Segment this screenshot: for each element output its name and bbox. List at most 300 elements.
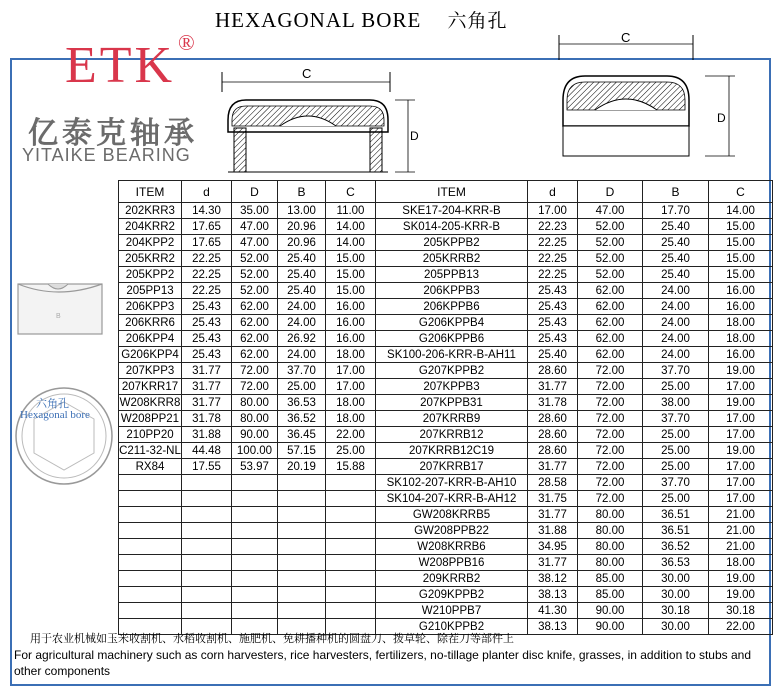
value-cell: 16.00: [326, 299, 376, 315]
value-cell: 18.00: [709, 555, 773, 571]
value-cell: 37.70: [643, 475, 709, 491]
item-cell: 204KRR2: [119, 219, 182, 235]
value-cell: 18.00: [709, 315, 773, 331]
value-cell: 31.78: [528, 395, 578, 411]
value-cell: 47.00: [232, 219, 278, 235]
value-cell: 31.77: [528, 459, 578, 475]
value-cell: [278, 571, 326, 587]
hole-label-en: Hexagonal bore: [20, 409, 90, 421]
value-cell: [232, 507, 278, 523]
value-cell: [278, 475, 326, 491]
value-cell: 52.00: [578, 235, 643, 251]
item-cell: GW208KRRB5: [376, 507, 528, 523]
logo-name-en: YITAIKE BEARING: [22, 145, 191, 165]
value-cell: 31.77: [528, 507, 578, 523]
item-cell: 205KPP2: [119, 267, 182, 283]
dim-d-label-2: D: [717, 111, 726, 125]
value-cell: 24.00: [278, 347, 326, 363]
value-cell: 19.00: [709, 443, 773, 459]
value-cell: [182, 507, 232, 523]
value-cell: 16.00: [709, 283, 773, 299]
value-cell: 25.43: [528, 315, 578, 331]
logo-name-cn: 亿泰克轴承: [28, 116, 198, 151]
value-cell: 15.00: [326, 283, 376, 299]
item-cell: 209KRRB2: [376, 571, 528, 587]
dim-d-label: D: [410, 129, 419, 143]
value-cell: 31.77: [182, 395, 232, 411]
value-cell: 19.00: [709, 363, 773, 379]
value-cell: 17.00: [326, 379, 376, 395]
item-cell: 204KPP2: [119, 235, 182, 251]
value-cell: 14.00: [326, 235, 376, 251]
value-cell: 17.00: [709, 475, 773, 491]
value-cell: 62.00: [232, 347, 278, 363]
value-cell: 14.00: [709, 203, 773, 219]
value-cell: 52.00: [232, 251, 278, 267]
value-cell: 16.00: [326, 315, 376, 331]
value-cell: 31.77: [528, 379, 578, 395]
value-cell: 17.00: [709, 491, 773, 507]
value-cell: 72.00: [578, 443, 643, 459]
item-cell: 206KPP4: [119, 331, 182, 347]
value-cell: 62.00: [232, 331, 278, 347]
bearing-section-drawing-right: [555, 30, 755, 180]
value-cell: [232, 587, 278, 603]
col-header: ITEM: [376, 181, 528, 203]
item-cell: SK100-206-KRR-B-AH11: [376, 347, 528, 363]
table-row: [119, 203, 773, 219]
value-cell: [278, 523, 326, 539]
col-header: D: [578, 181, 643, 203]
value-cell: 25.40: [643, 251, 709, 267]
value-cell: 62.00: [578, 331, 643, 347]
value-cell: 72.00: [578, 427, 643, 443]
value-cell: 72.00: [578, 411, 643, 427]
value-cell: 36.53: [278, 395, 326, 411]
value-cell: 36.51: [643, 507, 709, 523]
value-cell: [278, 539, 326, 555]
table-row: [119, 459, 773, 475]
table-row: [119, 411, 773, 427]
application-note: [14, 631, 766, 679]
value-cell: [278, 587, 326, 603]
value-cell: 18.00: [326, 395, 376, 411]
value-cell: 15.00: [709, 251, 773, 267]
value-cell: 47.00: [232, 235, 278, 251]
table-row: [119, 539, 773, 555]
value-cell: 25.00: [643, 459, 709, 475]
value-cell: 62.00: [578, 283, 643, 299]
table-row: [119, 443, 773, 459]
value-cell: 25.00: [643, 491, 709, 507]
table-row: [119, 235, 773, 251]
item-cell: 210PP20: [119, 427, 182, 443]
col-header: d: [182, 181, 232, 203]
value-cell: 25.40: [528, 347, 578, 363]
item-cell: 206KPP3: [119, 299, 182, 315]
value-cell: [182, 587, 232, 603]
value-cell: 17.70: [643, 203, 709, 219]
dim-c-label: C: [302, 66, 312, 81]
value-cell: 72.00: [232, 363, 278, 379]
item-cell: 206KPPB6: [376, 299, 528, 315]
value-cell: 52.00: [578, 267, 643, 283]
item-cell: SK014-205-KRR-B: [376, 219, 528, 235]
item-cell: 205PPB13: [376, 267, 528, 283]
value-cell: 31.77: [182, 379, 232, 395]
table-row: [119, 379, 773, 395]
value-cell: [232, 475, 278, 491]
value-cell: 24.00: [278, 299, 326, 315]
value-cell: 15.00: [326, 267, 376, 283]
value-cell: 37.70: [643, 411, 709, 427]
value-cell: 28.60: [528, 443, 578, 459]
value-cell: 72.00: [578, 379, 643, 395]
item-cell: 206KPPB3: [376, 283, 528, 299]
value-cell: 80.00: [578, 539, 643, 555]
value-cell: 28.60: [528, 363, 578, 379]
value-cell: 25.43: [182, 315, 232, 331]
value-cell: 24.00: [278, 315, 326, 331]
value-cell: 25.40: [278, 283, 326, 299]
table-row: [119, 507, 773, 523]
value-cell: 41.30: [528, 603, 578, 619]
value-cell: 25.40: [643, 235, 709, 251]
value-cell: [326, 587, 376, 603]
dim-b-label: B: [56, 313, 61, 320]
value-cell: [182, 523, 232, 539]
value-cell: [326, 571, 376, 587]
value-cell: 25.00: [643, 427, 709, 443]
value-cell: 22.25: [528, 267, 578, 283]
item-cell: SK102-207-KRR-B-AH10: [376, 475, 528, 491]
value-cell: 17.00: [528, 203, 578, 219]
value-cell: 22.25: [528, 235, 578, 251]
value-cell: 24.00: [643, 283, 709, 299]
value-cell: 28.60: [528, 411, 578, 427]
value-cell: 36.53: [643, 555, 709, 571]
item-cell: [119, 539, 182, 555]
value-cell: 100.00: [232, 443, 278, 459]
item-cell: G206KPP4: [119, 347, 182, 363]
value-cell: 31.77: [528, 555, 578, 571]
value-cell: 38.12: [528, 571, 578, 587]
col-header: d: [528, 181, 578, 203]
note-en: For agricultural machinery such as corn harvesters, rice harvesters, fertilizers, no-tillage planter disc knife, grasses, in addition to stubs and other components: [14, 648, 751, 678]
item-cell: 207KPPB31: [376, 395, 528, 411]
value-cell: 37.70: [643, 363, 709, 379]
value-cell: 31.77: [182, 363, 232, 379]
value-cell: 21.00: [709, 539, 773, 555]
item-cell: 206KRR6: [119, 315, 182, 331]
item-cell: [119, 507, 182, 523]
item-cell: SKE17-204-KRR-B: [376, 203, 528, 219]
item-cell: W208PP21: [119, 411, 182, 427]
table-row: [119, 571, 773, 587]
page-title: [215, 6, 508, 33]
value-cell: 47.00: [578, 203, 643, 219]
value-cell: 22.00: [709, 619, 773, 635]
value-cell: 17.65: [182, 235, 232, 251]
table-row: [119, 331, 773, 347]
col-header: C: [709, 181, 773, 203]
value-cell: 20.96: [278, 235, 326, 251]
value-cell: 30.00: [643, 619, 709, 635]
item-cell: C211-32-NL: [119, 444, 181, 457]
value-cell: 57.15: [278, 443, 326, 459]
value-cell: 38.13: [528, 619, 578, 635]
value-cell: 11.00: [326, 203, 376, 219]
item-cell: SK104-207-KRR-B-AH12: [376, 491, 528, 507]
value-cell: 19.00: [709, 395, 773, 411]
value-cell: 80.00: [578, 507, 643, 523]
brand-logo: [20, 30, 220, 170]
item-cell: [119, 571, 182, 587]
value-cell: 17.00: [709, 379, 773, 395]
value-cell: 72.00: [232, 379, 278, 395]
table-row: [119, 603, 773, 619]
table-row: [119, 555, 773, 571]
value-cell: 25.40: [278, 267, 326, 283]
title-cn: 六角孔: [447, 10, 508, 32]
value-cell: 62.00: [232, 315, 278, 331]
value-cell: 17.65: [182, 219, 232, 235]
value-cell: 17.00: [709, 411, 773, 427]
value-cell: 53.97: [232, 459, 278, 475]
value-cell: [326, 507, 376, 523]
value-cell: 25.00: [278, 379, 326, 395]
value-cell: 18.00: [326, 411, 376, 427]
value-cell: 21.00: [709, 507, 773, 523]
value-cell: 36.52: [643, 539, 709, 555]
value-cell: 22.25: [182, 283, 232, 299]
value-cell: 80.00: [578, 523, 643, 539]
value-cell: 25.43: [182, 347, 232, 363]
col-header: B: [643, 181, 709, 203]
value-cell: [326, 523, 376, 539]
item-cell: [119, 475, 182, 491]
table-row: [119, 491, 773, 507]
value-cell: [232, 523, 278, 539]
item-cell: 207KRRB12C19: [376, 443, 528, 459]
value-cell: 38.13: [528, 587, 578, 603]
value-cell: 31.88: [528, 523, 578, 539]
value-cell: 72.00: [578, 363, 643, 379]
value-cell: 36.52: [278, 411, 326, 427]
value-cell: [326, 475, 376, 491]
value-cell: 25.00: [643, 379, 709, 395]
value-cell: 31.88: [182, 427, 232, 443]
value-cell: 17.00: [326, 363, 376, 379]
value-cell: 90.00: [578, 619, 643, 635]
value-cell: [182, 603, 232, 619]
value-cell: 25.40: [643, 219, 709, 235]
value-cell: 30.00: [643, 571, 709, 587]
item-cell: G206KPPB4: [376, 315, 528, 331]
item-cell: 205KPPB2: [376, 235, 528, 251]
item-cell: 207KRR17: [119, 379, 182, 395]
item-cell: GW208PPB22: [376, 523, 528, 539]
value-cell: 62.00: [578, 315, 643, 331]
value-cell: 15.00: [326, 251, 376, 267]
item-cell: [119, 555, 182, 571]
value-cell: 52.00: [232, 283, 278, 299]
value-cell: 36.45: [278, 427, 326, 443]
value-cell: 14.00: [326, 219, 376, 235]
item-cell: 207KRRB12: [376, 427, 528, 443]
value-cell: 80.00: [232, 411, 278, 427]
value-cell: 22.00: [326, 427, 376, 443]
item-cell: [119, 523, 182, 539]
item-cell: W208KRR8: [119, 396, 181, 409]
value-cell: [232, 491, 278, 507]
value-cell: [232, 555, 278, 571]
table-row: [119, 267, 773, 283]
item-cell: G207KPPB2: [376, 363, 528, 379]
value-cell: [278, 491, 326, 507]
item-cell: G206KPPB6: [376, 331, 528, 347]
value-cell: 16.00: [326, 331, 376, 347]
item-cell: [119, 491, 182, 507]
value-cell: [182, 539, 232, 555]
value-cell: [232, 539, 278, 555]
value-cell: 85.00: [578, 571, 643, 587]
value-cell: 22.25: [182, 267, 232, 283]
value-cell: 20.19: [278, 459, 326, 475]
table-row: [119, 523, 773, 539]
value-cell: 15.00: [709, 267, 773, 283]
value-cell: 31.75: [528, 491, 578, 507]
value-cell: [278, 555, 326, 571]
col-header: ITEM: [119, 181, 182, 203]
item-cell: 205KRR2: [119, 251, 182, 267]
value-cell: 24.00: [643, 347, 709, 363]
col-header: B: [278, 181, 326, 203]
value-cell: 22.25: [528, 251, 578, 267]
value-cell: 44.48: [182, 443, 232, 459]
item-cell: G209KPPB2: [376, 587, 528, 603]
value-cell: 36.51: [643, 523, 709, 539]
value-cell: 17.55: [182, 459, 232, 475]
value-cell: 25.40: [643, 267, 709, 283]
value-cell: 25.40: [278, 251, 326, 267]
value-cell: 62.00: [232, 299, 278, 315]
hexagonal-bore-drawing: [12, 366, 118, 506]
value-cell: [326, 603, 376, 619]
value-cell: [182, 491, 232, 507]
note-cn: 用于农业机械如玉米收割机、水稻收割机、施肥机、免耕播种机的圆盘刀、拨草轮、除茬刀等部件上: [30, 632, 514, 645]
value-cell: 25.00: [643, 443, 709, 459]
item-cell: [119, 587, 182, 603]
table-row: [119, 475, 773, 491]
value-cell: 17.00: [709, 459, 773, 475]
value-cell: 34.95: [528, 539, 578, 555]
table-header-row: [119, 181, 773, 203]
value-cell: 26.92: [278, 331, 326, 347]
value-cell: 80.00: [232, 395, 278, 411]
value-cell: [232, 603, 278, 619]
value-cell: 30.18: [643, 603, 709, 619]
value-cell: 25.43: [528, 283, 578, 299]
value-cell: 18.00: [709, 331, 773, 347]
value-cell: 22.25: [182, 251, 232, 267]
value-cell: 24.00: [643, 315, 709, 331]
value-cell: 16.00: [709, 299, 773, 315]
item-cell: 205PP13: [119, 283, 182, 299]
item-cell: RX84: [119, 459, 182, 475]
bearing-section-drawing-left: [220, 60, 420, 180]
value-cell: 52.00: [232, 267, 278, 283]
value-cell: [326, 539, 376, 555]
item-cell: W210PPB7: [376, 603, 528, 619]
value-cell: [326, 555, 376, 571]
value-cell: [182, 475, 232, 491]
value-cell: 28.60: [528, 427, 578, 443]
table-row: [119, 219, 773, 235]
value-cell: 25.43: [528, 299, 578, 315]
value-cell: 72.00: [578, 395, 643, 411]
item-cell: 207KRRB17: [376, 459, 528, 475]
item-cell: 202KRR3: [119, 203, 182, 219]
col-header: C: [326, 181, 376, 203]
value-cell: 52.00: [578, 251, 643, 267]
value-cell: 15.88: [326, 459, 376, 475]
table-row: [119, 587, 773, 603]
value-cell: 90.00: [578, 603, 643, 619]
item-cell: W208KRRB6: [376, 539, 528, 555]
item-cell: 207KRRB9: [376, 411, 528, 427]
value-cell: [326, 491, 376, 507]
value-cell: 90.00: [232, 427, 278, 443]
value-cell: 37.70: [278, 363, 326, 379]
value-cell: 16.00: [709, 347, 773, 363]
value-cell: 35.00: [232, 203, 278, 219]
value-cell: 19.00: [709, 587, 773, 603]
table-row: [119, 299, 773, 315]
value-cell: 25.00: [326, 443, 376, 459]
col-header: D: [232, 181, 278, 203]
table-row: [119, 315, 773, 331]
value-cell: 72.00: [578, 459, 643, 475]
value-cell: 25.43: [182, 299, 232, 315]
value-cell: [278, 507, 326, 523]
registered-icon: ®: [178, 30, 195, 55]
item-cell: G210KPPB2: [376, 619, 528, 635]
dim-c-label-2: C: [621, 30, 631, 45]
value-cell: [182, 555, 232, 571]
table-row: [119, 395, 773, 411]
hole-label-cn: 六角孔: [36, 398, 69, 410]
value-cell: 24.00: [643, 331, 709, 347]
value-cell: 28.58: [528, 475, 578, 491]
value-cell: 15.00: [709, 235, 773, 251]
value-cell: 72.00: [578, 491, 643, 507]
value-cell: 85.00: [578, 587, 643, 603]
item-cell: 207KPP3: [119, 363, 182, 379]
value-cell: [278, 603, 326, 619]
item-cell: W208PPB16: [376, 555, 528, 571]
value-cell: 19.00: [709, 571, 773, 587]
value-cell: 30.00: [643, 587, 709, 603]
item-cell: [119, 603, 182, 619]
value-cell: 18.00: [326, 347, 376, 363]
table-row: [119, 347, 773, 363]
value-cell: 15.00: [709, 219, 773, 235]
value-cell: 62.00: [578, 347, 643, 363]
value-cell: 72.00: [578, 475, 643, 491]
value-cell: 80.00: [578, 555, 643, 571]
item-cell: 205KRRB2: [376, 251, 528, 267]
